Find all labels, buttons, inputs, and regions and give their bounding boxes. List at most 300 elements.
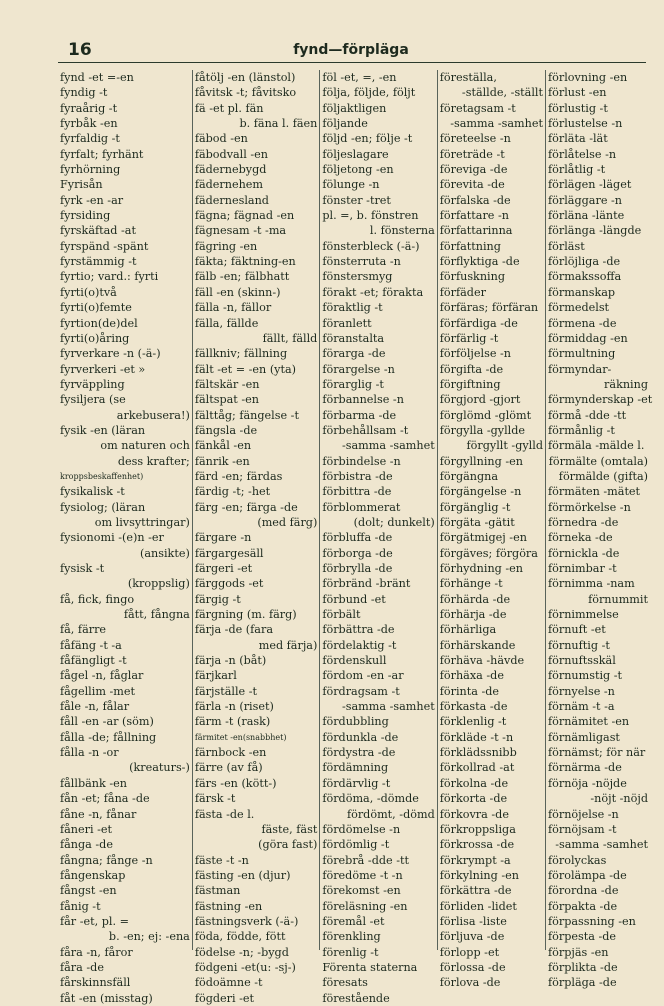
dictionary-entry-line: fånig -t xyxy=(60,899,101,913)
dictionary-entry-line: räkning xyxy=(604,377,648,391)
dictionary-entry-line: fädernesland xyxy=(194,193,269,207)
dictionary-entry-line: fysisk -t xyxy=(60,562,105,575)
dictionary-entry-line: (kreaturs-) xyxy=(129,761,190,775)
dictionary-entry-line: få, färre xyxy=(60,623,107,637)
dictionary-entry-line: förbittra -de xyxy=(322,485,392,499)
dictionary-entry-line: fåra -de xyxy=(60,960,104,974)
dictionary-entry-line: -ställde, -ställt xyxy=(461,86,543,100)
dictionary-entry-line: fålla -de; fållning xyxy=(60,730,157,744)
dictionary-entry-line: fördenskull xyxy=(322,654,387,668)
dictionary-entry-line: Förenta staterna xyxy=(322,960,418,974)
dictionary-entry-line: fyrti(o)åring xyxy=(60,331,130,345)
dictionary-entry-line: förhärliga xyxy=(439,623,497,637)
dictionary-entry-line: fållbänk -en xyxy=(60,776,127,790)
dictionary-entry-line: förljuva -de xyxy=(439,930,505,944)
dictionary-entry-line: fåne -n, fånar xyxy=(60,807,137,821)
dictionary-entry-line: förmå -dde -tt xyxy=(548,408,627,422)
dictionary-entry-line: förnämst; för när xyxy=(548,746,646,760)
dictionary-entry-line: förlopp -et xyxy=(439,945,500,959)
dictionary-entry-line: förnedra -de xyxy=(548,515,619,529)
dictionary-entry-line: -samma -samhet xyxy=(555,838,648,852)
dictionary-entry-line: författning xyxy=(439,239,501,253)
dictionary-entry-line: fågel -n, fåglar xyxy=(60,669,144,683)
dictionary-entry-line: fyndig -t xyxy=(60,86,108,100)
dictionary-entry-line: fyrfalt; fyrhänt xyxy=(60,147,144,161)
dictionary-entry-line: b. -en; ej: -ena xyxy=(108,930,190,944)
dictionary-entry-line: förneka -de xyxy=(548,531,613,545)
dictionary-entry-line: förkroppsliga xyxy=(439,822,516,836)
dictionary-entry-line: förhärda -de xyxy=(439,592,511,606)
dictionary-entry-line: förolämpa -de xyxy=(548,868,627,882)
dictionary-entry-line: förbindelse -n xyxy=(322,454,401,468)
dictionary-entry-line: fågellim -met xyxy=(60,684,135,698)
dictionary-entry-line: förmena -de xyxy=(548,316,617,330)
dictionary-entry-line: förläna -länte xyxy=(548,209,625,223)
dictionary-entry-line: färnbock -en xyxy=(194,746,267,760)
dictionary-entry-line: förflyktiga -de xyxy=(439,255,520,269)
dictionary-entry-line: förpläga -de xyxy=(548,976,617,990)
dictionary-entry-line: förmyndar- xyxy=(548,362,612,376)
dictionary-entry-line: förmäla -mälde l. xyxy=(548,439,645,453)
dictionary-entry-line: fänkål -en xyxy=(194,439,252,453)
dictionary-entry-line: förarga -de xyxy=(322,347,386,361)
dictionary-entry-line: förklädssnibb xyxy=(439,746,517,760)
dictionary-entry-line: förkollrad -at xyxy=(439,761,515,775)
dictionary-entry-line: förnöja -nöjde xyxy=(548,776,627,790)
dictionary-entry-line: förinta -de xyxy=(439,684,500,698)
dictionary-entry-line: föda, födde, fött xyxy=(194,930,286,944)
dictionary-entry-line: förbistra -de xyxy=(322,469,393,483)
dictionary-entry-line: (kroppslig) xyxy=(127,577,190,591)
dictionary-entry-line: förnöjelse -n xyxy=(548,807,619,821)
dictionary-entry-line: färgare -n xyxy=(194,531,252,545)
dictionary-entry-line: -samma -samhet xyxy=(341,700,435,714)
dictionary-entry-line: fåneri -et xyxy=(60,822,113,836)
dictionary-entry-line: förläta -lät xyxy=(548,132,608,146)
dictionary-entry-line: förlustelse -n xyxy=(548,117,623,131)
dictionary-entry-line: förkättra -de xyxy=(439,884,512,898)
dictionary-entry-line: förolyckas xyxy=(548,853,607,867)
dictionary-entry-line: fägnesam -t -ma xyxy=(194,224,287,238)
dictionary-entry-line: fäste -t -n xyxy=(194,853,249,867)
dictionary-entry-line: fällt, fälld xyxy=(262,331,318,345)
dictionary-entry-line: fästning -en xyxy=(194,899,263,913)
dictionary-entry-line: fyrbåk -en xyxy=(60,117,118,131)
dictionary-entry-line: företagsam -t xyxy=(439,101,516,115)
dictionary-entry-line: förglömd -glömt xyxy=(439,408,532,422)
dictionary-entry-line: förfuskning xyxy=(439,270,505,284)
dictionary-entry-line: förkasta -de xyxy=(439,700,508,714)
dictionary-entry-line: fönstersmyg xyxy=(322,270,393,284)
dictionary-entry-line: fångst -en xyxy=(60,884,117,898)
dictionary-entry-line: fyrstämmig -t xyxy=(60,255,137,269)
dictionary-entry-line: fäkta; fäktning-en xyxy=(194,255,296,269)
dictionary-entry-line: fälttåg; fängelse -t xyxy=(194,408,299,422)
dictionary-entry-line: föredöme -t -n xyxy=(322,868,403,882)
dictionary-entry-line: fyrtion(de)del xyxy=(60,316,138,330)
dictionary-entry-line: föranlett xyxy=(322,316,372,330)
dictionary-entry-line: förmynderskap -et xyxy=(548,393,653,407)
dictionary-entry-line: förlåtlig -t xyxy=(548,163,606,177)
dictionary-entry-line: föraktlig -t xyxy=(322,301,383,315)
dictionary-entry-line: förgänglig -t xyxy=(439,500,511,514)
dictionary-entry-line: förbränd -bränt xyxy=(322,577,411,591)
dictionary-entry-line: fålla -n -or xyxy=(60,746,119,760)
dictionary-entry-line: förhäva -hävde xyxy=(439,654,525,668)
dictionary-entry-line: fyrverkare -n (-ä-) xyxy=(60,347,161,361)
dictionary-entry-line: fyraårig -t xyxy=(60,101,118,115)
dictionary-entry-line: föreläsning -en xyxy=(322,899,408,913)
dictionary-entry-line: pl. =, b. fönstren xyxy=(322,209,419,223)
dictionary-entry-line: fångenskap xyxy=(60,868,126,882)
dictionary-entry-line: föremål -et xyxy=(322,914,385,928)
dictionary-entry-line: förlisa -liste xyxy=(439,914,507,928)
dictionary-entry-line: förnärma -de xyxy=(548,761,622,775)
dictionary-entry-line: fälla -n, fällor xyxy=(194,301,272,315)
dictionary-entry-line: förgylla -gyllde xyxy=(439,423,526,437)
column-5 xyxy=(545,70,653,990)
dictionary-entry-line: föresats xyxy=(322,976,368,990)
dictionary-entry-line: företeelse -n xyxy=(439,132,511,146)
dictionary-entry-line: om naturen och xyxy=(100,439,190,453)
dictionary-entry-line: förkolna -de xyxy=(439,776,509,790)
dictionary-entry-line: fåfängligt -t xyxy=(60,654,127,668)
dictionary-entry-line: förmälde (gifta) xyxy=(558,469,648,483)
dictionary-entry-line: färm -t (rask) xyxy=(194,715,271,729)
dictionary-entry-line: fälb -en; fälbhatt xyxy=(194,270,290,284)
dictionary-entry-line: förgyllning -en xyxy=(439,454,523,468)
dictionary-entry-line: förhärskande xyxy=(439,638,516,652)
column-2 xyxy=(192,70,320,1005)
dictionary-entry-line: förevita -de xyxy=(439,178,505,192)
dictionary-entry-line: fönster -tret xyxy=(322,193,391,207)
dictionary-entry-line: förnuft -et xyxy=(548,623,606,637)
dictionary-entry-line: fästningsverk (-ä-) xyxy=(194,914,299,928)
dictionary-entry-line: företräde -t xyxy=(439,147,505,161)
dictionary-entry-line: förbund -et xyxy=(322,592,386,606)
dictionary-entry-line: förlust -en xyxy=(548,86,607,100)
dictionary-entry-line: fyrväppling xyxy=(60,377,125,391)
dictionary-entry-line: författarinna xyxy=(439,224,513,238)
dictionary-entry-line: färja -n (båt) xyxy=(194,654,267,668)
dictionary-entry-line: fyrti(o)femte xyxy=(60,301,132,315)
dictionary-entry-line: förnimbar -t xyxy=(548,562,617,575)
dictionary-entry-line: förnummit xyxy=(588,592,648,606)
dictionary-entry-line: fysionomi -(e)n -er xyxy=(60,531,164,545)
dictionary-entry-line: fördämning xyxy=(322,761,389,775)
dictionary-entry-line: förgätmigej -en xyxy=(439,531,527,545)
dictionary-entry-line: förkläde -t -n xyxy=(439,730,514,744)
dictionary-entry-line: förmälte (omtala) xyxy=(548,454,648,468)
dictionary-entry-line: fölunge -n xyxy=(322,178,380,192)
dictionary-entry-line: fåle -n, fålar xyxy=(60,700,130,714)
dictionary-entry-line: fördragsam -t xyxy=(322,684,400,698)
dictionary-entry-line: fånga -de xyxy=(60,838,113,852)
dictionary-entry-line: förkovra -de xyxy=(439,807,509,821)
dictionary-entry-line: fängsla -de xyxy=(194,423,258,437)
dictionary-entry-line: förlöjliga -de xyxy=(548,255,621,269)
dictionary-entry-line: förmånlig -t xyxy=(548,423,615,437)
dictionary-entry-line: förgäta -gätit xyxy=(439,515,515,529)
dictionary-entry-line: förliden -lidet xyxy=(439,899,517,913)
dictionary-entry-line: fädernehem xyxy=(194,178,264,192)
dictionary-entry-line: förhydning -en xyxy=(439,562,523,575)
dictionary-entry-line: förfäder xyxy=(439,285,486,299)
dictionary-entry-line: förgiftning xyxy=(439,377,501,391)
dictionary-entry-line: färja -de (fara xyxy=(194,623,273,637)
dictionary-entry-line: fyrverkeri -et » xyxy=(60,362,146,376)
dictionary-entry-line: följande xyxy=(322,117,368,131)
dictionary-entry-line: fån -et; fåna -de xyxy=(60,792,150,806)
dictionary-entry-line: -nöjt -nöjd xyxy=(590,792,648,806)
dictionary-entry-line: förnäm -t -a xyxy=(548,700,615,714)
page-title: fynd—förpläga xyxy=(293,42,409,58)
dictionary-entry-line: följd -en; följe -t xyxy=(322,132,413,146)
column-4 xyxy=(437,70,545,990)
dictionary-entry-line: med färja) xyxy=(258,638,318,652)
dictionary-entry-line: förlova -de xyxy=(439,976,501,990)
dictionary-entry-line: följetong -en xyxy=(322,163,394,177)
dictionary-entry-line: förmörkelse -n xyxy=(548,500,631,514)
dictionary-entry-line: (med färg) xyxy=(257,515,318,529)
dictionary-entry-line: förgjord -gjort xyxy=(439,393,521,407)
dictionary-entry-line: fysikalisk -t xyxy=(60,485,125,499)
dictionary-entry-line: (ansikte) xyxy=(140,546,190,560)
dictionary-entry-line: förkrympt -a xyxy=(439,853,511,867)
dictionary-entry-line: fäll -en (skinn-) xyxy=(194,285,281,299)
dictionary-entry-line: förbannelse -n xyxy=(322,393,404,407)
dictionary-entry-line: fänrik -en xyxy=(194,454,250,468)
dictionary-entry-line: fyrfaldig -t xyxy=(60,132,120,146)
dictionary-entry-line: föranstalta xyxy=(322,331,385,345)
dictionary-entry-line: förkrossa -de xyxy=(439,838,515,852)
dictionary-entry-line: fördom -en -ar xyxy=(322,669,404,683)
dictionary-entry-line: förborga -de xyxy=(322,546,393,560)
dictionary-entry-line: födgeni -et(u: -sj-) xyxy=(194,960,296,974)
dictionary-entry-line: (göra fast) xyxy=(258,838,318,852)
dictionary-entry-line: föreviga -de xyxy=(439,163,508,177)
dictionary-entry-line: författare -n xyxy=(439,209,509,223)
dictionary-entry-line: förläggare -n xyxy=(548,193,622,207)
dictionary-entry-line: förgängelse -n xyxy=(439,485,522,499)
dictionary-entry-line: fägring -en xyxy=(194,239,258,253)
dictionary-entry-line: kroppsbeskaffenhet) xyxy=(60,471,144,481)
dictionary-entry-line: fåra -n, fåror xyxy=(60,945,133,959)
dictionary-entry-line: föreställa, xyxy=(439,71,497,84)
dictionary-entry-line: fyrhörning xyxy=(60,163,121,177)
dictionary-entry-line: fångna; fånge -n xyxy=(60,853,153,867)
dictionary-entry-line: fysiolog; (läran xyxy=(60,500,146,514)
dictionary-entry-line: förmiddag -en xyxy=(548,331,628,345)
dictionary-entry-line: förargelse -n xyxy=(322,362,395,376)
dictionary-entry-line: fällkniv; fällning xyxy=(194,347,288,361)
dictionary-entry-line: färre (av få) xyxy=(194,761,263,775)
dictionary-entry-line: förgäves; förgöra xyxy=(439,546,538,560)
dictionary-entry-line: förfärlig -t xyxy=(439,331,499,345)
dictionary-entry-line: förebrå -dde -tt xyxy=(322,853,409,867)
dictionary-entry-line: följa, följde, följt xyxy=(322,86,416,100)
dictionary-entry-line: förmäten -mätet xyxy=(548,485,641,499)
dictionary-entry-line: förlustig -t xyxy=(548,101,608,115)
dictionary-entry-line: förlovning -en xyxy=(548,71,628,84)
dictionary-entry-line: fördystra -de xyxy=(322,746,396,760)
dictionary-entry-line: förpassning -en xyxy=(548,914,636,928)
dictionary-entry-line: följaktligen xyxy=(322,101,387,115)
dictionary-entry-line: förordna -de xyxy=(548,884,619,898)
dictionary-entry-line: förmanskap xyxy=(548,285,616,299)
dictionary-entry-line: b. fäna l. fäen xyxy=(239,117,318,131)
dictionary-entry-line: förkylning -en xyxy=(439,868,519,882)
dictionary-entry-line: förbält xyxy=(322,608,361,622)
dictionary-entry-line: fästman xyxy=(194,884,241,898)
dictionary-entry-line: förmakssoffa xyxy=(548,270,622,284)
dictionary-entry-line: fördubbling xyxy=(322,715,389,729)
dictionary-entry-line: förföljelse -n xyxy=(439,347,511,361)
dictionary-entry-line: förfalska -de xyxy=(439,193,511,207)
dictionary-entry-line: förbehållsam -t xyxy=(322,423,409,437)
dictionary-entry-line: fögderi -et xyxy=(194,991,255,1005)
dictionary-entry-line: förhänge -t xyxy=(439,577,503,591)
dictionary-entry-line: fyrk -en -ar xyxy=(60,193,124,207)
dictionary-entry-line: födelse -n; -bygd xyxy=(194,945,289,959)
dictionary-entry-line: förenkling xyxy=(322,930,381,944)
dictionary-entry-line: förnuftsskäl xyxy=(548,654,616,668)
dictionary-entry-line: färgargesäll xyxy=(194,546,264,560)
dictionary-entry-line: fysiljera (se xyxy=(60,393,126,407)
dictionary-entry-line: fåvitsk -t; fåvitsko xyxy=(194,86,297,100)
dictionary-entry-line: fördömlig -t xyxy=(322,838,390,852)
dictionary-entry-line: förpesta -de xyxy=(548,930,617,944)
dictionary-entry-line: förhäxa -de xyxy=(439,669,504,683)
column-1 xyxy=(58,70,192,1005)
dictionary-entry-line: förlänga -längde xyxy=(548,224,642,238)
dictionary-entry-line: förfärdiga -de xyxy=(439,316,518,330)
dictionary-entry-line: förnumstig -t xyxy=(548,669,623,683)
dictionary-entry-line: fyrspänd -spänt xyxy=(60,239,149,253)
dictionary-entry-line: förlägen -läget xyxy=(548,178,632,192)
dictionary-entry-line: fördunkla -de xyxy=(322,730,399,744)
dictionary-entry-line: förnimmelse xyxy=(548,608,619,622)
dictionary-entry-line: förenlig -t xyxy=(322,945,379,959)
dictionary-entry-line: färla -n (riset) xyxy=(194,700,274,714)
page-number: 16 xyxy=(68,40,92,60)
dictionary-entry-line: fyrti(o)två xyxy=(60,285,117,299)
dictionary-entry-line: fäbodvall -en xyxy=(194,147,269,161)
columns-container xyxy=(58,70,653,1005)
dictionary-entry-line: färjställe -t xyxy=(194,684,257,698)
dictionary-entry-line: fäbod -en xyxy=(194,132,248,146)
dictionary-entry-line: fördömt, -dömd xyxy=(346,807,435,821)
dictionary-entry-line: -samma -samhet xyxy=(341,439,435,453)
dictionary-entry-line: förmultning xyxy=(548,347,616,361)
dictionary-entry-line: fästa -de l. xyxy=(194,807,255,821)
dictionary-entry-line: fårskinnsfäll xyxy=(60,976,131,990)
dictionary-entry-line: förnöjsam -t xyxy=(548,822,617,836)
dictionary-entry-line: förmedelst xyxy=(548,301,610,315)
dictionary-entry-line: förgyllt -gylld xyxy=(466,439,543,453)
dictionary-entry-line: färgning (m. färg) xyxy=(194,608,297,622)
dictionary-entry-line: fäste, fäst xyxy=(261,822,318,836)
dictionary-entry-line: fältspat -en xyxy=(194,393,259,407)
dictionary-entry-line: färd -en; färdas xyxy=(194,469,283,483)
dictionary-entry-line: får -et, pl. = xyxy=(60,914,129,928)
dictionary-entry-line: fälla, fällde xyxy=(194,316,259,330)
dictionary-entry-line: förlossa -de xyxy=(439,960,506,974)
dictionary-entry-line: fästing -en (djur) xyxy=(194,868,291,882)
dictionary-entry-line: förnämitet -en xyxy=(548,715,630,729)
dictionary-entry-line: Fyrisån xyxy=(60,178,103,192)
dictionary-entry-line: förekomst -en xyxy=(322,884,401,898)
dictionary-entry-line: fältskär -en xyxy=(194,377,260,391)
dictionary-entry-line: förhärja -de xyxy=(439,608,507,622)
dictionary-entry-line: färdig -t; -het xyxy=(194,485,271,499)
dictionary-entry-line: färs -en (kött-) xyxy=(194,776,277,790)
dictionary-entry-line: färg -en; färga -de xyxy=(194,500,298,514)
dictionary-entry-line: l. fönsterna xyxy=(369,224,435,238)
dictionary-entry-line: förakt -et; förakta xyxy=(322,285,424,299)
dictionary-entry-line: förgifta -de xyxy=(439,362,504,376)
dictionary-entry-line: förpjäs -en xyxy=(548,945,609,959)
dictionary-entry-line: förfäras; förfäran xyxy=(439,301,539,315)
dictionary-entry-line: färgeri -et xyxy=(194,562,253,575)
dictionary-entry-line: fördärvlig -t xyxy=(322,776,391,790)
dictionary-entry-line: fyrsiding xyxy=(60,209,111,223)
dictionary-entry-line: förnuftig -t xyxy=(548,638,610,652)
dictionary-entry-line: om livsyttringar) xyxy=(94,515,190,529)
dictionary-entry-line: förnämligast xyxy=(548,730,620,744)
dictionary-entry-line: förplikta -de xyxy=(548,960,618,974)
dictionary-entry-line: förgängna xyxy=(439,469,499,483)
dictionary-entry-line: förkorta -de xyxy=(439,792,508,806)
dictionary-entry-line: fördöma, -dömde xyxy=(322,792,419,806)
dictionary-entry-line: förbarma -de xyxy=(322,408,397,422)
dictionary-entry-line: fåtölj -en (länstol) xyxy=(194,71,296,84)
dictionary-entry-line: fynd -et =-en xyxy=(60,71,134,84)
dictionary-entry-line: fördelaktig -t xyxy=(322,638,397,652)
dictionary-entry-line: förklenlig -t xyxy=(439,715,507,729)
dictionary-entry-line: förblommerat xyxy=(322,500,401,514)
dictionary-entry-line: fördömelse -n xyxy=(322,822,401,836)
column-3 xyxy=(319,70,436,1005)
dictionary-entry-line: färjkarl xyxy=(194,669,237,683)
dictionary-entry-line: fått, fångna xyxy=(123,608,190,622)
dictionary-entry-line: fåll -en -ar (söm) xyxy=(60,715,154,729)
dictionary-entry-line: fyrtio; vard.: fyrti xyxy=(60,270,159,284)
dictionary-entry-line: arkebusera!) xyxy=(116,408,190,422)
dictionary-entry-line: förbrylla -de xyxy=(322,562,393,575)
dictionary-entry-line: -samma -samhet xyxy=(450,117,543,131)
dictionary-entry-line: fåt -en (misstag) xyxy=(60,991,153,1005)
dictionary-entry-line: förnyelse -n xyxy=(548,684,615,698)
dictionary-entry-line: färggods -et xyxy=(194,577,264,591)
dictionary-entry-line: färmitet -en(snabbhet) xyxy=(194,732,287,742)
dictionary-entry-line: få, fick, fingo xyxy=(60,592,135,606)
dictionary-entry-line: fåfäng -t -a xyxy=(60,638,122,652)
dictionary-entry-line: födoämne -t xyxy=(194,976,263,990)
dictionary-entry-line: förbluffa -de xyxy=(322,531,393,545)
dictionary-entry-line: fädernebygd xyxy=(194,163,267,177)
dictionary-entry-line: förnickla -de xyxy=(548,546,620,560)
dictionary-entry-line: förpakta -de xyxy=(548,899,618,913)
dictionary-entry-line: förnimma -nam xyxy=(548,577,635,591)
dictionary-entry-line: föl -et, =, -en xyxy=(322,71,397,84)
dictionary-entry-line: fönsterbleck (-ä-) xyxy=(322,239,420,253)
dictionary-entry-line: förläst xyxy=(548,239,585,253)
dictionary-entry-line: fönsterruta -n xyxy=(322,255,401,269)
dictionary-entry-line: dess krafter; xyxy=(117,454,190,468)
header-rule xyxy=(58,62,646,63)
dictionary-entry-line: färgig -t xyxy=(194,592,241,606)
